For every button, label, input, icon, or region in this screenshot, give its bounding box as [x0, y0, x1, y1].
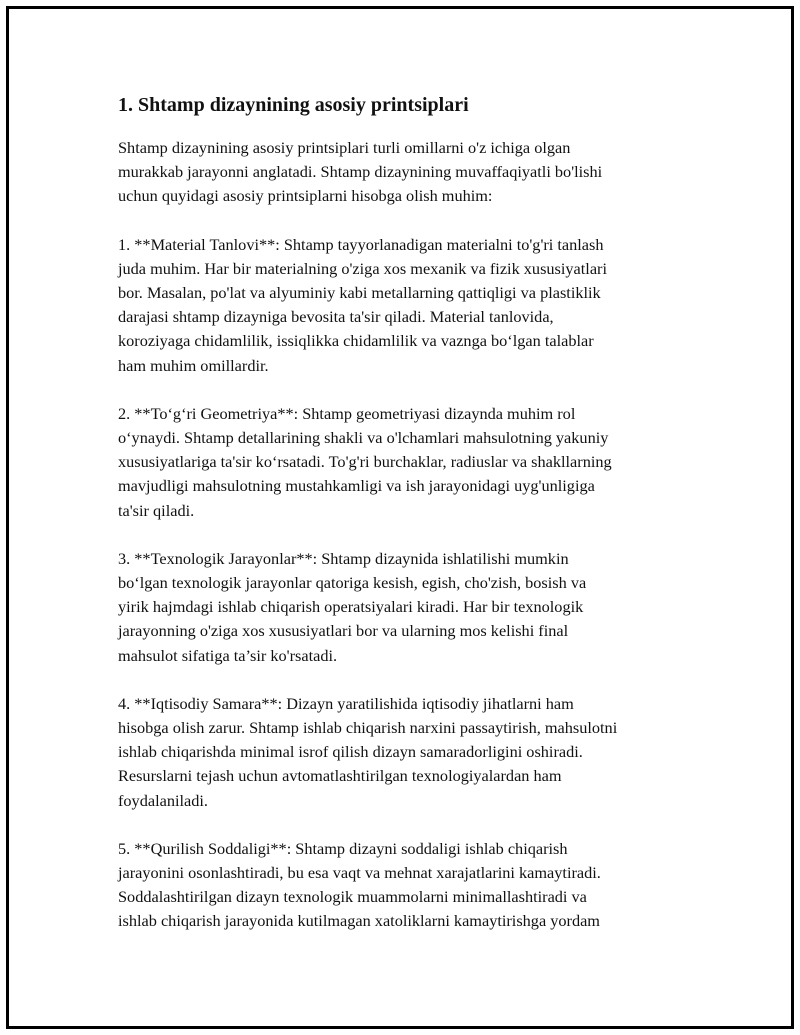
text-line: ishlab chiqarish jarayonida kutilmagan xatoliklarni kamaytirishga yordam — [118, 911, 600, 931]
text-line: 4. **Iqtisodiy Samara**: Dizayn yaratilishida iqtisodiy jihatlarni ham — [118, 693, 574, 713]
paragraph-material — [118, 233, 688, 378]
text-line: juda muhim. Har bir materialning o'ziga xos mexanik va fizik xususiyatlari — [118, 258, 607, 278]
paragraph-simplicity — [118, 837, 688, 934]
document-body — [118, 92, 688, 958]
text-line: Resurslarni tejash uchun avtomatlashtirilgan texnologiyalardan ham — [118, 766, 562, 786]
text-line: 2. **To‘g‘ri Geometriya**: Shtamp geometriyasi dizaynda muhim rol — [118, 403, 576, 423]
section-heading: 1. Shtamp dizaynining asosiy printsiplari — [118, 94, 469, 116]
paragraph-intro — [118, 136, 688, 209]
text-line: 3. **Texnologik Jarayonlar**: Shtamp dizaynida ishlatilishi mumkin — [118, 548, 569, 568]
text-line: ta'sir qiladi. — [118, 500, 195, 520]
text-line: ham muhim omillardir. — [118, 355, 269, 375]
paragraph-geometry — [118, 402, 688, 523]
text-line: Shtamp dizaynining asosiy printsiplari turli omillarni o'z ichiga olgan — [118, 138, 571, 157]
text-line: 1. **Material Tanlovi**: Shtamp tayyorlanadigan materialni to'g'ri tanlash — [118, 234, 604, 254]
text-line: bo‘lgan texnologik jarayonlar qatoriga kesish, egish, cho'zish, bosish va — [118, 573, 587, 593]
text-line: ishlab chiqarishda minimal isrof qilish dizayn samaradorligini oshiradi. — [118, 742, 583, 762]
text-line: uchun quyidagi asosiy printsiplarni hisobga olish muhim: — [118, 186, 493, 206]
text-line: 5. **Qurilish Soddaligi**: Shtamp dizayni soddaligi ishlab chiqarish — [118, 838, 568, 858]
text-line: darajasi shtamp dizayniga bevosita ta'sir qiladi. Material tanlovida, — [118, 307, 554, 327]
text-line: mavjudligi mahsulotning mustahkamligi va ish jarayonidagi uyg'unligiga — [118, 476, 595, 496]
text-line: jarayonning o'ziga xos xususiyatlari bor va ularning mos kelishi final — [118, 621, 569, 641]
paragraph-processes — [118, 547, 688, 668]
text-line: murakkab jarayonni anglatadi. Shtamp dizaynining muvaffaqiyatli bo'lishi — [118, 162, 603, 182]
text-line: o‘ynaydi. Shtamp detallarining shakli va o'lchamlari mahsulotning yakuniy — [118, 428, 609, 448]
text-line: jarayonini osonlashtiradi, bu esa vaqt va mehnat xarajatlarini kamaytiradi. — [118, 863, 601, 883]
text-line: mahsulot sifatiga ta’sir ko'rsatadi. — [118, 645, 338, 665]
text-line: Soddalashtirilgan dizayn texnologik muammolarni minimallashtiradi va — [118, 887, 587, 907]
text-line: xususiyatlariga ta'sir ko‘rsatadi. To'g'ri burchaklar, radiuslar va shakllarning — [118, 452, 612, 472]
text-line: bor. Masalan, po'lat va alyuminiy kabi metallarning qattiqligi va plastiklik — [118, 283, 601, 303]
text-line: yirik hajmdagi ishlab chiqarish operatsiyalari kiradi. Har bir texnologik — [118, 597, 584, 617]
paragraph-economy — [118, 692, 688, 813]
text-line: foydalaniladi. — [118, 790, 208, 810]
text-line: hisobga olish zarur. Shtamp ishlab chiqarish narxini passaytirish, mahsulotni — [118, 718, 618, 738]
text-line: koroziyaga chidamlilik, issiqlikka chidamlilik va vaznga bo‘lgan talablar — [118, 331, 594, 351]
